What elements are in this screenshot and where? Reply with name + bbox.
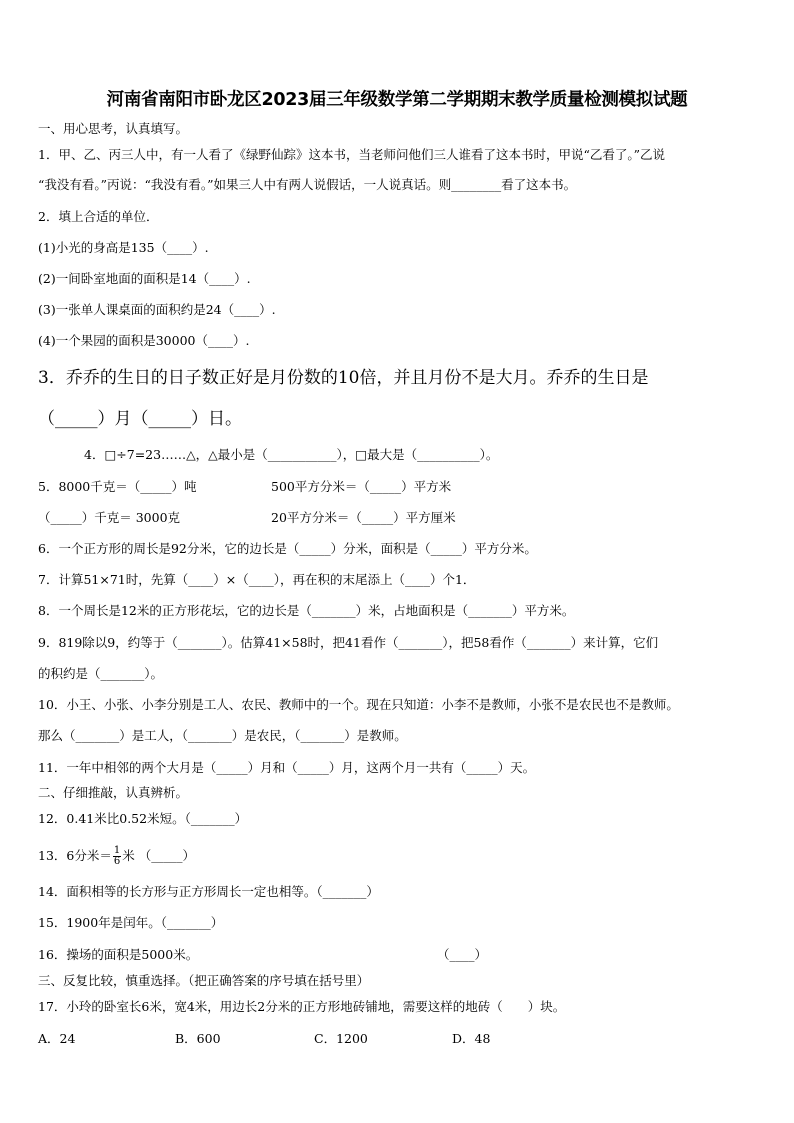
q2-item-4: (4)一个果园的面积是30000（____）. <box>38 333 250 348</box>
q13-suffix: 米 （_____） <box>122 848 195 863</box>
q10-line-1: 10．小王、小张、小李分别是工人、农民、教师中的一个。现在只知道：小李不是教师，小张不是农民也不是教师。 <box>38 697 679 712</box>
q5-part-a: 5．8000千克＝（_____）吨 <box>38 479 197 494</box>
q9-line-1: 9．819除以9，约等于（_______）。估算41×58时，把41看作（_______），把58看作（_______）来计算，它们 <box>38 635 659 650</box>
q2-heading: 2．填上合适的单位． <box>38 209 159 224</box>
section-3-heading: 三、反复比较，慎重选择。（把正确答案的序号填在括号里） <box>38 973 370 988</box>
q16-answer-blank: （____） <box>437 947 488 962</box>
q2-item-1: (1)小光的身高是135（____）. <box>38 240 209 255</box>
q17-option-b: B．600 <box>175 1031 221 1046</box>
q13-numerator: 1 <box>113 845 121 856</box>
q5-part-d: 20平方分米＝（_____）平方厘米 <box>271 510 456 525</box>
section-1-heading: 一、用心思考，认真填写。 <box>38 121 189 136</box>
q6: 6．一个正方形的周长是92分米，它的边长是（_____）分米，面积是（_____）平方分米。 <box>38 541 537 556</box>
q13-denominator: 6 <box>113 856 121 867</box>
q1-line-2: “我没有看。”丙说：“我没有看。”如果三人中有两人说假话，一人说真话。则________看了这本书。 <box>38 177 577 192</box>
q15: 15．1900年是闰年。（_______） <box>38 915 224 930</box>
q16: 16．操场的面积是5000米。 <box>38 947 199 962</box>
q3-line-2: （_____）月（_____）日。 <box>38 409 242 429</box>
q13-prefix: 13．6分米＝ <box>38 848 112 863</box>
q8: 8．一个周长是12米的正方形花坛，它的边长是（_______）米，占地面积是（_______）平方米。 <box>38 603 575 618</box>
q4: 4．□÷7=23……△，△最小是（___________），□最大是（__________）。 <box>84 447 499 462</box>
q1-line-1: 1．甲、乙、丙三人中，有一人看了《绿野仙踪》这本书，当老师问他们三人谁看了这本书时，甲说“乙看了。”乙说 <box>38 147 665 162</box>
q3-line-1: 3．乔乔的生日的日子数正好是月份数的10倍，并且月份不是大月。乔乔的生日是 <box>38 368 649 388</box>
q13-fraction <box>113 846 121 867</box>
q12: 12．0.41米比0.52米短。（_______） <box>38 811 248 826</box>
q13 <box>38 844 195 868</box>
q17-option-d: D．48 <box>452 1031 491 1046</box>
page-title: 河南省南阳市卧龙区2023届三年级数学第二学期期末教学质量检测模拟试题 <box>106 90 688 110</box>
q5-part-b: 500平方分米＝（_____）平方米 <box>271 479 452 494</box>
q14: 14．面积相等的长方形与正方形周长一定也相等。（_______） <box>38 884 379 899</box>
q2-item-2: (2)一间卧室地面的面积是14（____）. <box>38 271 251 286</box>
q7: 7．计算51×71时，先算（____）×（____），再在积的末尾添上（____）个1． <box>38 572 476 587</box>
q5-part-c: （_____）千克＝ 3000克 <box>38 510 181 525</box>
q11: 11．一年中相邻的两个大月是（_____）月和（_____）月，这两个月一共有（_____）天。 <box>38 760 536 775</box>
section-2-heading: 二、仔细推敲，认真辨析。 <box>38 785 189 800</box>
q10-line-2: 那么（_______）是工人，（_______）是农民，（_______）是教师。 <box>38 728 407 743</box>
q17-option-a: A．24 <box>38 1031 76 1046</box>
q17-option-c: C．1200 <box>314 1031 368 1046</box>
q2-item-3: (3)一张单人课桌面的面积约是24（____）. <box>38 302 276 317</box>
q9-line-2: 的积约是（_______）。 <box>38 666 164 681</box>
q17: 17．小玲的卧室长6米，宽4米，用边长2分米的正方形地砖铺地，需要这样的地砖（ ）块。 <box>38 999 566 1014</box>
